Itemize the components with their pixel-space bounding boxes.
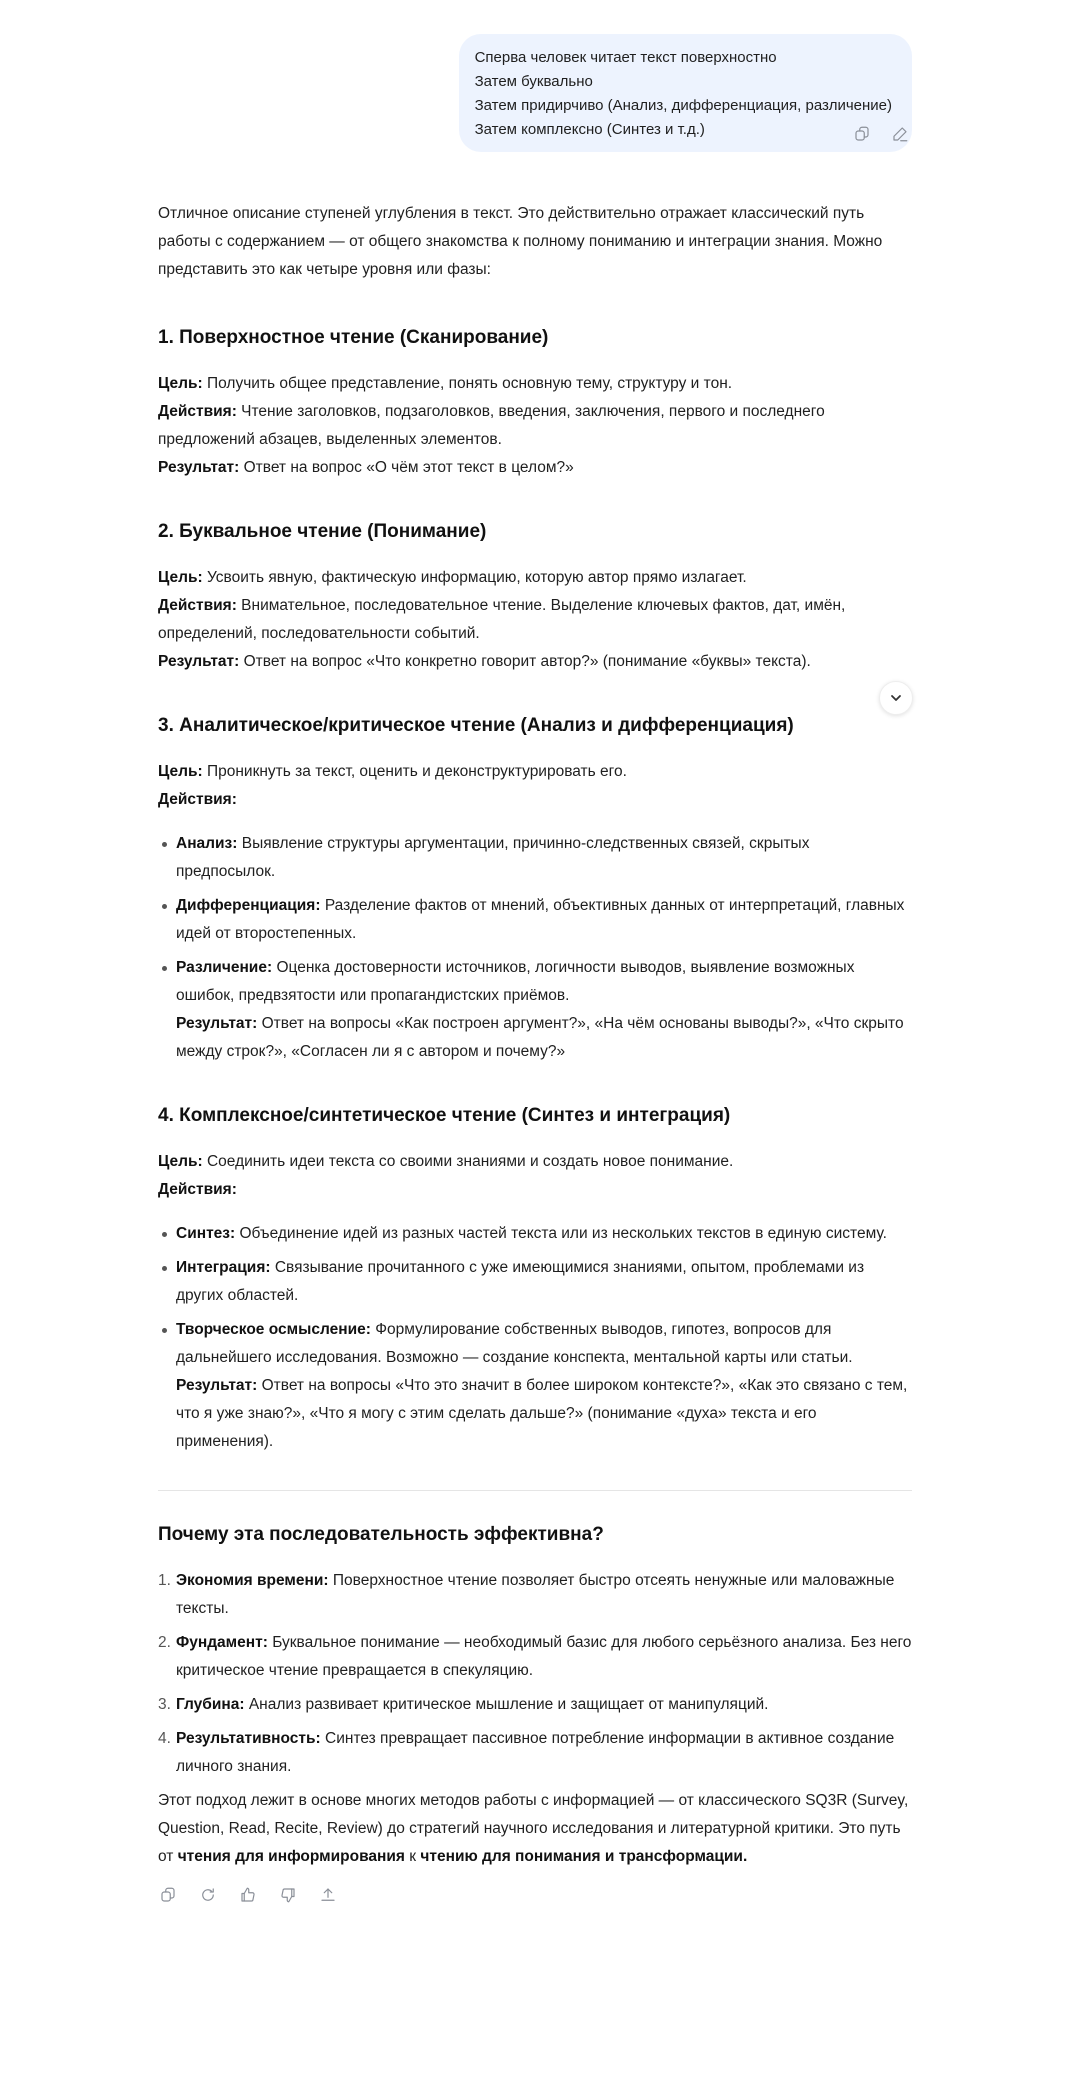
list-item: Интеграция: Связывание прочитанного с уже имеющимися знаниями, опытом, проблемами из других областей. [176, 1254, 912, 1310]
thumbs-down-button[interactable] [278, 1885, 298, 1905]
section-title: 4. Комплексное/синтетическое чтение (Синтез и интеграция) [158, 1105, 731, 1126]
section-goal: Цель: Проникнуть за текст, оценить и деконструктурировать его. [158, 763, 627, 780]
section-actions-label: Действия: [158, 1181, 237, 1198]
thumbs-down-icon [279, 1886, 297, 1904]
list-item: Различение: Оценка достоверности источников, логичности выводов, выявление возможных ошибок, предвзятости или пропагандистских приёмов. Результат: Ответ на вопросы «Как построен аргумент?», «На чём основаны выводы?», «Что скрыто между строк?», «Согласен ли я с автором и почему?» [176, 954, 912, 1066]
thumbs-up-icon [239, 1886, 257, 1904]
section-goal: Цель: Усвоить явную, фактическую информацию, которую автор прямо излагает. [158, 569, 747, 586]
list-item: Анализ: Выявление структуры аргументации, причинно-следственных связей, скрытых предпосылок. [176, 830, 912, 886]
chevron-down-icon [890, 692, 902, 704]
user-message-line: Затем буквально [474, 73, 593, 90]
why-list [158, 1567, 912, 1781]
why-section [158, 1521, 912, 1781]
user-message-line: Затем комплексно (Синтез и т.д.) [474, 121, 705, 138]
copy-icon [159, 1886, 177, 1904]
section-bullets [158, 830, 912, 1066]
list-item: Дифференциация: Разделение фактов от мнений, объективных данных от интерпретаций, главных идей от второстепенных. [176, 892, 912, 948]
section-actions: Действия: Чтение заголовков, подзаголовков, введения, заключения, первого и последнего предложений абзацев, выделенных элементов. [158, 403, 825, 448]
share-button[interactable] [318, 1885, 338, 1905]
list-item: 1. Экономия времени: Поверхностное чтение позволяет быстро отсеять ненужные или маловажные тексты. [158, 1572, 895, 1617]
edit-user-message-button[interactable] [890, 124, 910, 144]
list-item: 2. Фундамент: Буквальное понимание — необходимый базис для любого серьёзного анализа. Без него критическое чтение превращается в спекуляцию. [158, 1634, 912, 1679]
closing-paragraph: Этот подход лежит в основе многих методов работы с информацией — от классического SQ3R (Survey, Question, Read, Recite, Review) до стратегий научного исследования и литературной критики. Это путь от чтения для информирования к чтению для понимания и трансформации. [158, 1792, 909, 1865]
section-title: 2. Буквальное чтение (Понимание) [158, 521, 487, 542]
regenerate-icon [199, 1886, 217, 1904]
section-4 [158, 1102, 912, 1456]
user-message-line: Затем придирчиво (Анализ, дифференциация, различение) [474, 97, 892, 114]
copy-answer-button[interactable] [158, 1885, 178, 1905]
user-message-bubble [459, 34, 912, 152]
thumbs-up-button[interactable] [238, 1885, 258, 1905]
share-icon [319, 1886, 337, 1904]
section-bullets [158, 1220, 912, 1456]
scroll-to-bottom-button[interactable] [879, 681, 913, 715]
answer-actions [158, 1885, 912, 1905]
regenerate-button[interactable] [198, 1885, 218, 1905]
list-item: Творческое осмысление: Формулирование собственных выводов, гипотез, вопросов для дальнейшего исследования. Возможно — создание конспекта, ментальной карты или статьи. Результат: Ответ на вопросы «Что это значит в более широком контексте?», «Как это связано с тем, что я уже знаю?», «Что я могу с этим сделать дальше?» (понимание «духа» текста и его применения). [176, 1316, 912, 1456]
section-1 [158, 324, 912, 482]
copy-user-message-button[interactable] [852, 124, 872, 144]
list-item: 4. Результативность: Синтез превращает пассивное потребление информации в активное создание личного знания. [158, 1730, 895, 1775]
section-actions-label: Действия: [158, 791, 237, 808]
section-result: Результат: Ответ на вопрос «О чём этот текст в целом?» [158, 459, 574, 476]
assistant-answer [158, 200, 912, 1905]
list-item: 3. Глубина: Анализ развивает критическое мышление и защищает от манипуляций. [158, 1696, 769, 1713]
user-message-line: Сперва человек читает текст поверхностно [474, 49, 777, 66]
user-message-actions [852, 124, 910, 144]
section-3 [158, 712, 912, 1066]
list-item: Синтез: Объединение идей из разных частей текста или из нескольких текстов в единую систему. [176, 1220, 912, 1248]
pencil-icon [891, 125, 909, 143]
section-result: Результат: Ответ на вопрос «Что конкретно говорит автор?» (понимание «буквы» текста). [158, 653, 811, 670]
divider [158, 1490, 912, 1491]
copy-icon [853, 125, 871, 143]
answer-intro: Отличное описание ступеней углубления в текст. Это действительно отражает классический путь работы с содержанием — от общего знакомства к полному пониманию и интеграции знания. Можно представить это как четыре уровня или фазы: [158, 205, 883, 278]
section-actions: Действия: Внимательное, последовательное чтение. Выделение ключевых фактов, дат, имён, определений, последовательности событий. [158, 597, 846, 642]
section-2 [158, 518, 912, 676]
why-title: Почему эта последовательность эффективна? [158, 1524, 604, 1545]
section-title: 3. Аналитическое/критическое чтение (Анализ и дифференциация) [158, 715, 794, 736]
section-goal: Цель: Соединить идеи текста со своими знаниями и создать новое понимание. [158, 1153, 734, 1170]
section-goal: Цель: Получить общее представление, понять основную тему, структуру и тон. [158, 375, 733, 392]
section-title: 1. Поверхностное чтение (Сканирование) [158, 327, 549, 348]
